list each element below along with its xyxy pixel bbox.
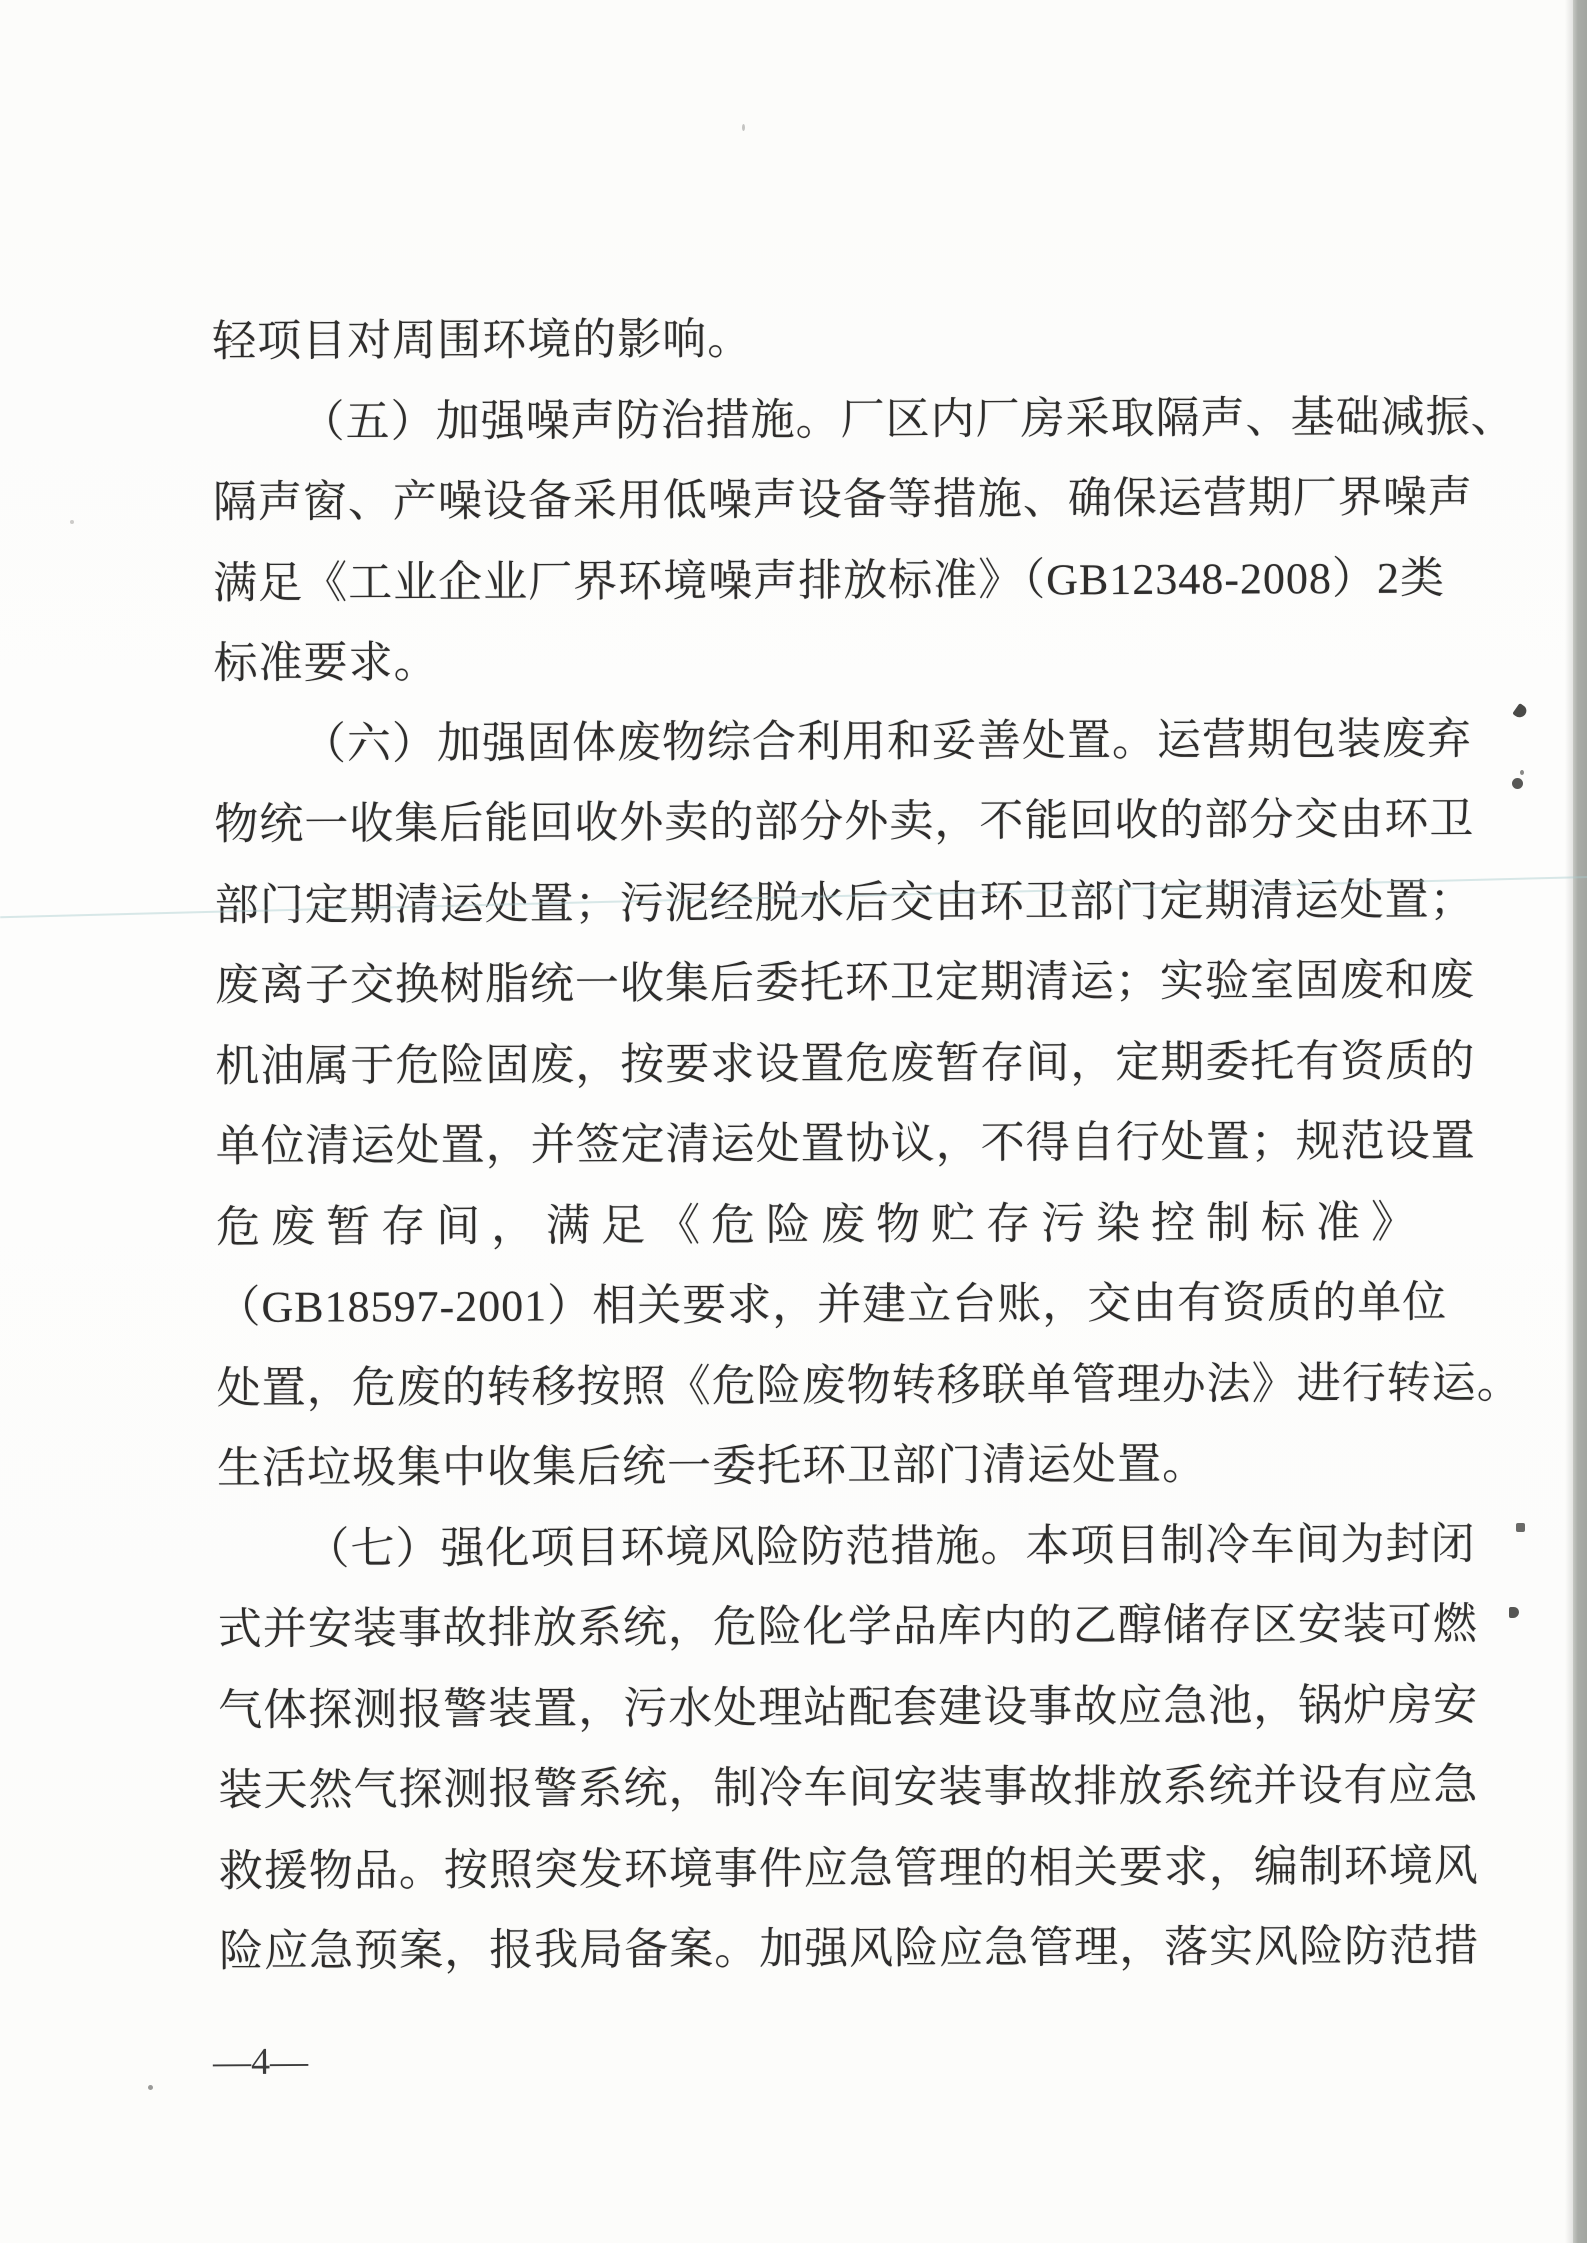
text-line: 机油属于危险固废，按要求设置危废暂存间，定期委托有资质的 bbox=[215, 1035, 1476, 1091]
text-line: 气体探测报警装置，污水处理站配套建设事故应急池，锅炉房安 bbox=[218, 1679, 1479, 1735]
text-line: （七）强化项目环境风险防范措施。本项目制冷车间为封闭 bbox=[305, 1518, 1476, 1574]
text-line: 救援物品。按照突发环境事件应急管理的相关要求，编制环境风 bbox=[218, 1840, 1479, 1896]
ink-speck bbox=[70, 520, 74, 524]
text-line: 险应急预案，报我局备案。加强风险应急管理，落实风险防范措 bbox=[219, 1921, 1480, 1976]
text-line: 满足《工业企业厂界环境噪声排放标准》（GB12348-2008）2类 bbox=[213, 553, 1446, 608]
text-line: （GB18597-2001）相关要求，并建立台账，交由有资质的单位 bbox=[216, 1277, 1448, 1332]
text-line: 生活垃圾集中收集后统一委托环卫部门清运处置。 bbox=[216, 1439, 1208, 1493]
scan-edge-shadow bbox=[1565, 0, 1573, 2243]
text-line: 物统一收集后能回收外卖的部分外卖，不能回收的部分交由环卫 bbox=[214, 794, 1475, 849]
text-line: 处置，危废的转移按照《危险废物转移联单管理办法》进行转运。 bbox=[216, 1357, 1522, 1413]
text-line: 单位清运处置，并签定清运处置协议，不得自行处置；规范设置 bbox=[215, 1116, 1476, 1171]
ink-speck bbox=[742, 124, 745, 131]
text-line: （六）加强固体废物综合利用和妥善处置。运营期包装废弃 bbox=[301, 714, 1473, 769]
text-line: 废离子交换树脂统一收集后委托环卫定期清运；实验室固废和废 bbox=[214, 955, 1476, 1010]
ink-speck bbox=[1512, 778, 1523, 789]
text-line: 装天然气探测报警系统，制冷车间安装事故排放系统并设有应急 bbox=[218, 1760, 1479, 1815]
document-text bbox=[212, 297, 1522, 1993]
text-line: 危废暂存间，满足《危险废物贮存污染控制标准》 bbox=[215, 1197, 1427, 1252]
scan-edge-band bbox=[1573, 0, 1587, 2243]
text-line: 标准要求。 bbox=[213, 638, 439, 688]
ink-speck bbox=[148, 2085, 153, 2090]
ink-speck bbox=[1509, 1607, 1519, 1618]
text-line: （五）加强噪声防治措施。厂区内厂房采取隔声、基础减振、 bbox=[300, 391, 1516, 447]
ink-speck bbox=[1516, 1523, 1525, 1532]
text-line: 轻项目对周围环境的影响。 bbox=[212, 314, 753, 366]
text-line: 式并安装事故排放系统，危险化学品库内的乙醇储存区安装可燃 bbox=[217, 1599, 1478, 1654]
text-line: 隔声窗、产噪设备采用低噪声设备等措施、确保运营期厂界噪声 bbox=[212, 472, 1473, 527]
page-number: —4— bbox=[212, 2040, 309, 2084]
ink-speck bbox=[1512, 703, 1528, 720]
text-line: 部门定期清运处置；污泥经脱水后交由环卫部门定期清运处置； bbox=[214, 874, 1475, 930]
